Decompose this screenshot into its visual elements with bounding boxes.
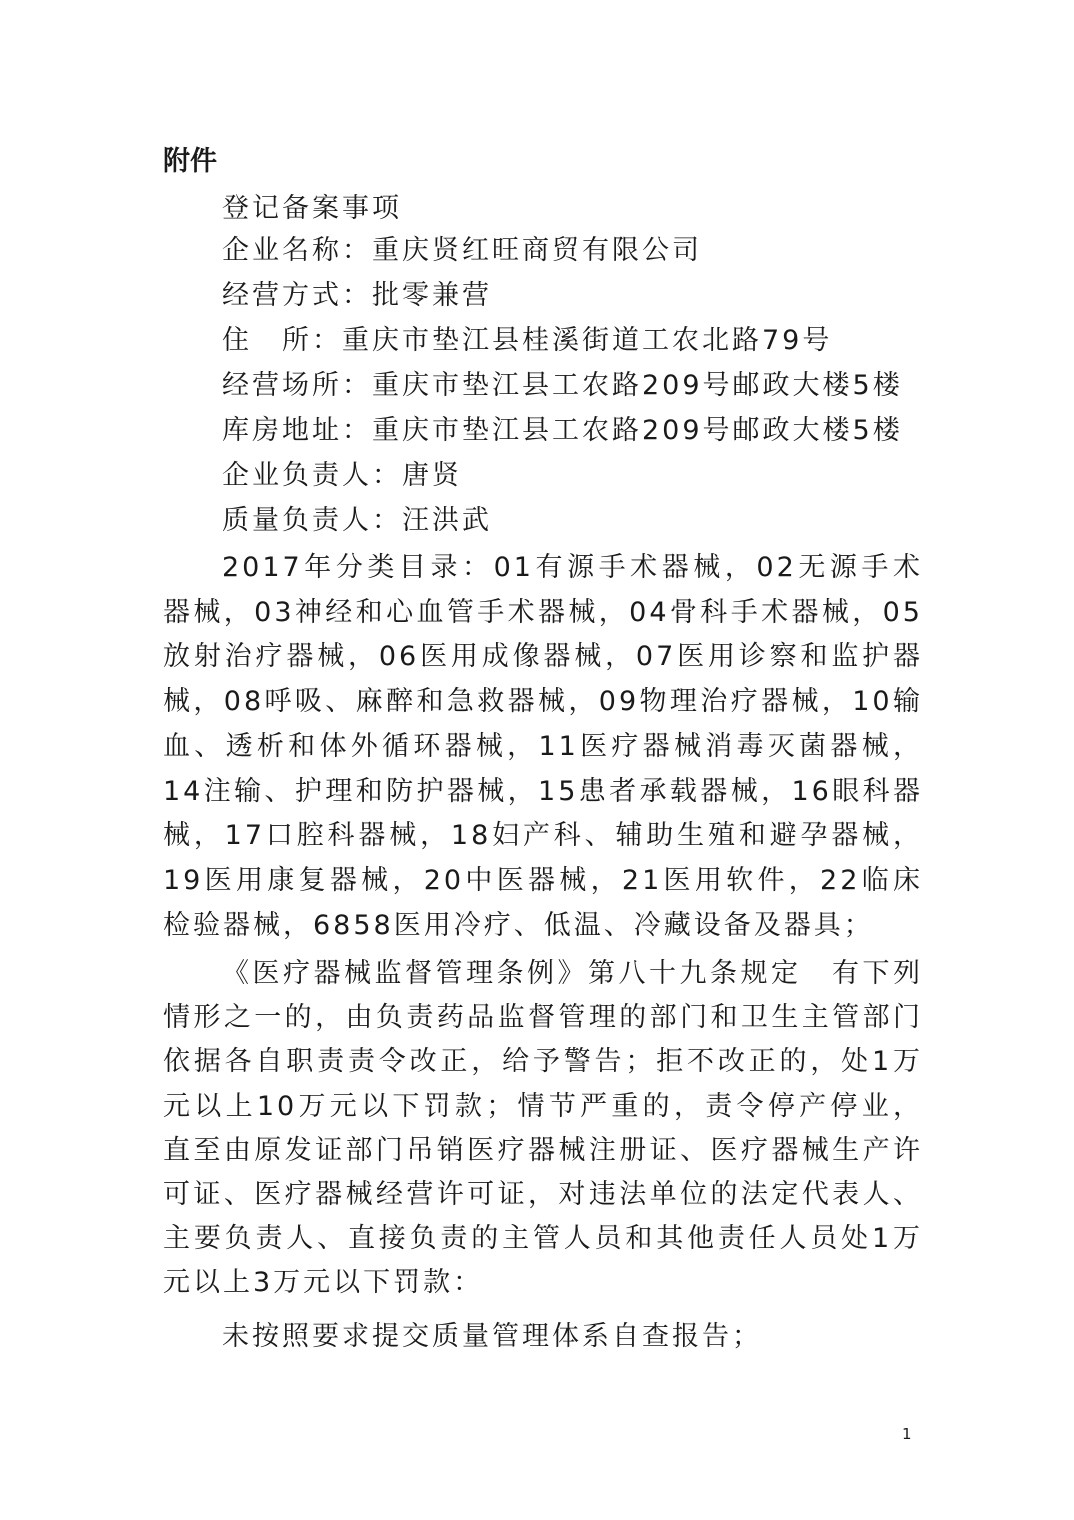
enterprise-principal-line: 企业负责人：唐贤 <box>222 460 462 491</box>
registration-items-title: 登记备案事项 <box>222 193 402 224</box>
business-mode-line: 经营方式：批零兼营 <box>222 280 492 311</box>
domicile-line: 住 所：重庆市垫江县桂溪街道工农北路79号 <box>222 325 833 356</box>
quality-principal-line: 质量负责人：汪洪武 <box>222 505 492 536</box>
warehouse-address-line: 库房地址：重庆市垫江县工农路209号邮政大楼5楼 <box>222 415 903 446</box>
regulation-paragraph: 《医疗器械监督管理条例》第八十九条规定 有下列情形之一的，由负责药品监督管理的部门和卫生主管部门依据各自职责责令改正，给予警告；拒不改正的，处1万元以上10万元以下罚款；情节严重的，责令停产停业，直至由原发证部门吊销医疗器械注册证、医疗器械生产许可证、医疗器械经营许可证，对违法单位的法定代表人、主要负责人、直接负责的主管人员和其他责任人员处1万元以上3万元以下罚款： <box>163 958 923 1299</box>
page-number: 1 <box>902 1425 912 1443</box>
attachment-heading: 附件 <box>163 146 217 177</box>
company-name-line: 企业名称：重庆贤红旺商贸有限公司 <box>222 235 702 266</box>
business-premises-line: 经营场所：重庆市垫江县工农路209号邮政大楼5楼 <box>222 370 903 401</box>
final-line: 未按照要求提交质量管理体系自查报告； <box>222 1321 762 1352</box>
catalog-paragraph: 2017年分类目录：01有源手术器械，02无源手术器械，03神经和心血管手术器械，04骨科手术器械，05放射治疗器械，06医用成像器械，07医用诊察和监护器械，08呼吸、麻醉和急救器械，09物理治疗器械，10输血、透析和体外循环器械，11医疗器械消毒灭菌器械，14注输、护理和防护器械，15患者承载器械，16眼科器械，17口腔科器械，18妇产科、辅助生殖和避孕器械，19医用康复器械，20中医器械，21医用软件，22临床检验器械，6858医用冷疗、低温、冷藏设备及器具； <box>163 552 923 941</box>
